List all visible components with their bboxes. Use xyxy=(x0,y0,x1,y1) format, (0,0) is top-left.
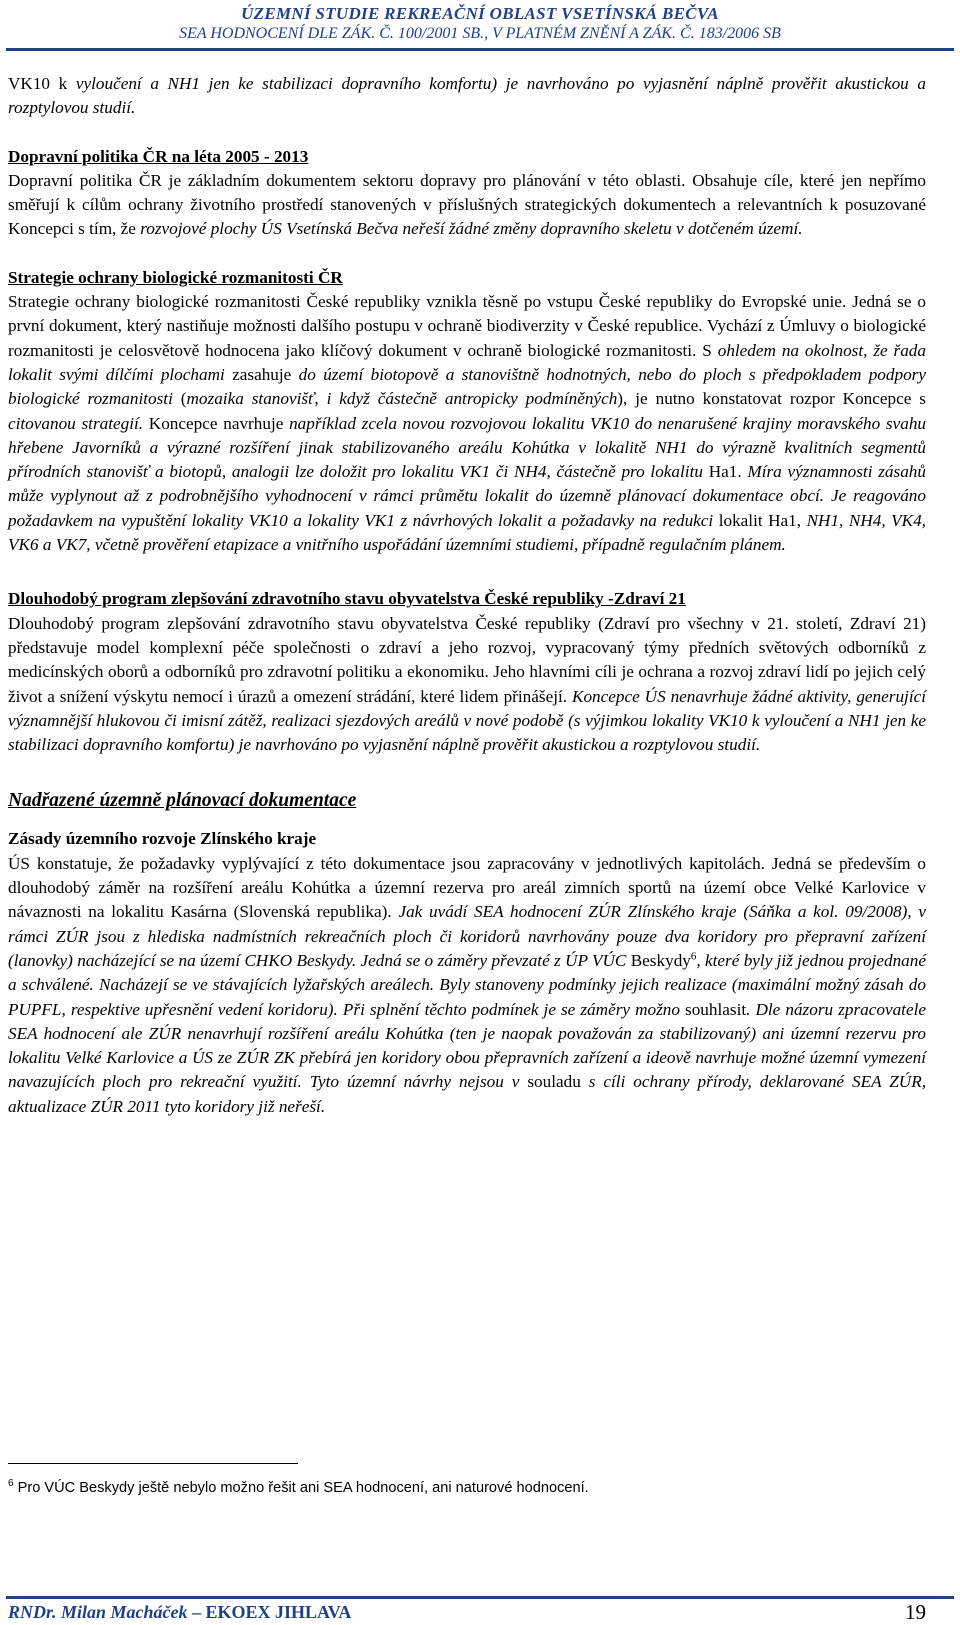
text-run-italic: například zcela novou rozvojovou lokalitu VK10 do nenarušené krajiny moravského svahu hřebene Javorníků a výrazné rozšíření jinak stabilizovaného areálu Kohútka v lokalitě NH1 do výrazně kvalitních segmentů přírodních stanovišť a biotopů, analogii lze doložit pro lokalitu VK1 či NH4, částečně pro lokalitu xyxy=(8,413,927,482)
page-header xyxy=(0,4,960,44)
footnote xyxy=(8,1474,926,1498)
section-heading-major: Nadřazené územně plánovací dokumentace xyxy=(8,790,357,812)
section-biodiversity-strategy xyxy=(8,266,926,558)
footnote-number: 6 xyxy=(8,1478,14,1489)
footer-author xyxy=(8,1602,351,1623)
text-run-italic: . Dle názoru zpracovatele SEA hodnocení ale ZÚR nenavrhují rozšíření areálu Kohútka (ten je naopak považován za stabilizovaný) ani územní rezervu pro lokalitu Velké Karlovice a ÚS ze ZÚR ZK přebírá jen koridory obou přepravních zařízení a ideově navrhuje možné územní vymezení navazujících ploch pro rekreační využití. Tyto územní návrhy nejsou v xyxy=(8,999,926,1092)
text-run: lokalit Ha1, xyxy=(718,510,802,530)
header-subtitle: SEA HODNOCENÍ DLE ZÁK. Č. 100/2001 SB., V PLATNÉM ZNĚNÍ A ZÁK. Č. 183/2006 SB xyxy=(179,25,781,42)
text-run-italic: NH1, NH4, VK4, VK6 a VK7, včetně prověření etapizace a vnitřního uspořádání územními studiemi, případně regulačním plánem. xyxy=(8,510,926,555)
text-run: zasahuje xyxy=(232,364,292,384)
text-run: VK10 k xyxy=(8,74,76,93)
text-run-italic: , které byly již jednou projednané a schválené. Nacházejí se ve stávajících lyžařských areálech. Byly stanoveny podmínky jejich realizace (maximální možný zásah do PUPFL, respektive upřesnění vedení koridoru). Při splnění těchto podmínek je se záměry možno xyxy=(8,950,926,1019)
text-run: souladu xyxy=(527,1072,581,1092)
continuation-paragraph xyxy=(8,72,926,121)
document-body xyxy=(8,72,926,1119)
section-transport-policy xyxy=(8,145,926,242)
text-run-italic: Jak uvádí SEA hodnocení ZÚR Zlínského kraje (Sáňka a kol. 09/2008), v rámci ZÚR jsou z hlediska nadmístních rekreačních ploch či koridorů navrhovány xyxy=(8,902,926,946)
text-run-italic: Míra významnosti zásahů může vyplynout až z podrobnějšího vyhodnocení v rámci průmětu lokalit do územně plánovací dokumentace obcí. xyxy=(8,462,926,506)
text-run-italic: s cíli ochrany přírody, deklarované SEA ZÚR, aktualizace ZÚR 2011 tyto koridory již neřeší. xyxy=(8,1072,926,1116)
section-heading: Strategie ochrany biologické rozmanitosti ČR xyxy=(8,267,343,287)
header-divider xyxy=(6,48,954,51)
footnote-divider xyxy=(8,1463,298,1464)
section-superior-planning xyxy=(8,787,926,815)
text-run-italic: Je reagováno požadavkem na vypuštění lokality VK10 a lokality VK1 z návrhových lokalit a požadavky na redukci xyxy=(8,486,926,530)
section-heading: Dopravní politika ČR na léta 2005 - 2013 xyxy=(8,146,309,166)
text-run-italic: rozvojové plochy ÚS Vsetínská Bečva neřeší žádné změny dopravního skeletu v dotčeném území. xyxy=(140,219,803,239)
text-run: ÚS konstatuje, že požadavky vyplývající z této dokumentace jsou zapracovány v jednotlivých kapitolách. Jedná se především o dlouhodobý záměr na rozšíření areálu Kohútka a územní rezerva pro areál zimních sportů na území obce Velké Karlovice v návaznosti na lokalitu Kasárna (Slovenská republika). xyxy=(8,853,926,922)
author-name: RNDr. Milan Macháček xyxy=(8,1602,188,1622)
text-run: Strategie ochrany biologické rozmanitosti České republiky vznikla těsně po vstupu České republiky do Evropské unie. Jedná se o první dokument, který nastiňuje možnosti dalšího postupu v ochraně biodiverzity v České republice. Vychází z Úmluvy o biologické rozmanitosti je celosvětově hodnocena jako klíčový dokument v ochraně biologické rozmanitosti. S xyxy=(8,292,926,360)
text-run-italic: vyloučení a NH1 jen ke stabilizaci dopravního komfortu) je navrhováno po vyjasnění náplně prověřit akustickou a rozptylovou studií. xyxy=(8,74,926,118)
section-health-21 xyxy=(8,587,926,757)
text-run-italic: pouze dva koridory pro přepravní zařízení (lanovky) nacházející se na území CHKO Beskydy. Jedná se o záměry převzaté z ÚP VÚC xyxy=(8,926,926,970)
page-number: 19 xyxy=(905,1600,926,1624)
subsection-zur-zlin xyxy=(8,827,926,1119)
text-run: ( xyxy=(180,389,187,409)
footnote-reference[interactable]: 6 xyxy=(690,950,697,963)
footnote-text: Pro VÚC Beskydy ještě nebylo možno řešit ani SEA hodnocení, ani naturové hodnocení. xyxy=(13,1479,589,1496)
text-run-italic: ohledem na okolnost, že řada lokalit svými dílčími plochami xyxy=(8,340,926,384)
text-run: Dlouhodobý program zlepšování zdravotního stavu obyvatelstva České republiky (Zdraví pro všechny v 21. století, Zdraví 21) představuje model komplexní péče společnosti o zdraví a jeho rozvoj, vypracovaný týmy předních světových odborníků z medicínských oborů a odborníků pro zdravotní politiku a ekonomiku. Jeho hlavními cíli je ochrana a rozvoj zdraví lidí po jejich celý život a snížení výskytu nemocí i úrazů a omezení strádání, které lidem přinášejí. xyxy=(8,613,926,706)
text-run: souhlasit xyxy=(685,999,747,1019)
text-run-italic: Koncepce ÚS nenavrhuje žádné aktivity, generující významnější hlukovou či imisní zátěž, realizaci sjezdových areálů v nové podobě (s výjimkou lokality VK10 k vyloučení a NH1 jen ke stabilizaci dopravního komfortu) je navrhováno po vyjasnění náplně prověřit akustickou a rozptylovou studií. xyxy=(8,686,927,755)
text-run-italic: mozaika stanovišť, i když částečně antropicky podmíněných xyxy=(186,389,618,409)
text-run: Beskydy xyxy=(630,950,691,970)
text-run-italic: citovanou strategií. xyxy=(8,413,144,433)
text-run-italic: do území biotopově a stanovištně hodnotných, nebo do ploch s předpokladem podpory biologické rozmanitosti xyxy=(8,364,926,409)
text-run: Dopravní politika ČR je základním dokumentem sektoru dopravy pro plánování v této oblasti. Obsahuje cíle, které jen nepřímo směřují k cílům ochrany životního prostředí stanovených v příslušných strategických dokumentech a relevantních k posuzované Koncepci s tím, že xyxy=(8,170,926,239)
subsection-heading: Zásady územního rozvoje Zlínského kraje xyxy=(8,829,317,849)
footer-separator: – xyxy=(187,1602,206,1622)
header-title: ÚZEMNÍ STUDIE REKREAČNÍ OBLAST VSETÍNSKÁ BEČVA xyxy=(241,4,719,23)
section-heading: Dlouhodobý program zlepšování zdravotního stavu obyvatelstva České republiky -Zdraví 21 xyxy=(8,589,686,609)
organization-name: EKOEX JIHLAVA xyxy=(205,1602,352,1622)
text-run: Ha1. xyxy=(708,462,748,482)
text-run: ), je nutno konstatovat rozpor Koncepce s xyxy=(617,389,926,409)
text-run: Koncepce navrhuje xyxy=(143,413,290,433)
footer-divider xyxy=(6,1596,954,1599)
